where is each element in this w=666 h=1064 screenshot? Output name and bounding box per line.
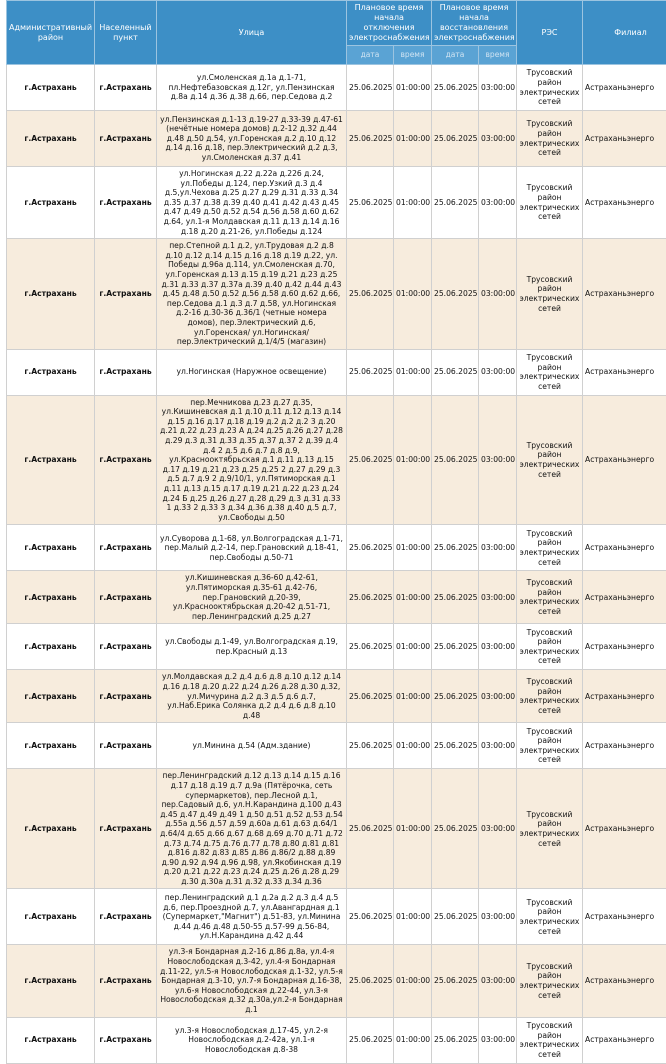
header-off-date: дата [347,46,394,65]
locality-cell: г.Астрахань [95,945,157,1017]
on-date-cell: 25.06.2025 [432,395,479,525]
off-time-cell: 01:00:00 [394,571,432,624]
table-row [7,670,666,723]
on-time-cell: 03:00:00 [479,624,517,670]
locality-cell: г.Астрахань [95,65,157,111]
locality-cell: г.Астрахань [95,723,157,769]
street-cell: ул.Суворова д.1-68, ул.Волгоградская д.1-71, пер.Малый д.2-14, пер.Грановский д.18-41, пер.Свободы д.50-71 [157,525,347,571]
header-district: Административный район [7,1,95,65]
locality-cell: г.Астрахань [95,670,157,723]
off-time-cell: 01:00:00 [394,167,432,239]
off-date-cell: 25.06.2025 [347,624,394,670]
header-on-time: Плановое время начала восстановления электроснабжения [432,1,517,46]
off-time-cell: 01:00:00 [394,723,432,769]
on-time-cell: 03:00:00 [479,111,517,167]
district-cell: г.Астрахань [7,769,95,889]
res-cell: Трусовский район электрических сетей [517,111,583,167]
on-date-cell: 25.06.2025 [432,1017,479,1063]
branch-cell: Астраханьэнерго [583,945,666,1017]
street-cell: ул.Ногинская (Наружное освещение) [157,349,347,395]
table-row [7,945,666,1017]
on-time-cell: 03:00:00 [479,723,517,769]
res-cell: Трусовский район электрических сетей [517,525,583,571]
locality-cell: г.Астрахань [95,624,157,670]
district-cell: г.Астрахань [7,945,95,1017]
on-time-cell: 03:00:00 [479,167,517,239]
off-time-cell: 01:00:00 [394,239,432,350]
off-time-cell: 01:00:00 [394,889,432,945]
on-time-cell: 03:00:00 [479,670,517,723]
on-time-cell: 03:00:00 [479,65,517,111]
off-date-cell: 25.06.2025 [347,945,394,1017]
off-date-cell: 25.06.2025 [347,670,394,723]
off-time-cell: 01:00:00 [394,65,432,111]
header-locality: Населенный пункт [95,1,157,65]
header-branch: Филиал [583,1,666,65]
res-cell: Трусовский район электрических сетей [517,945,583,1017]
on-time-cell: 03:00:00 [479,525,517,571]
district-cell: г.Астрахань [7,395,95,525]
off-time-cell: 01:00:00 [394,349,432,395]
table-body [7,65,666,1064]
branch-cell: Астраханьэнерго [583,525,666,571]
street-cell: ул.Кишиневская д.36-60 д.42-61, ул.Пятиморская д.35-61 д.42-76, пер.Грановский д.20-39, ул.Краснооктябрьская д.20-42 д.51-71, пер.Ленинградский д.25 д.27 [157,571,347,624]
table-row [7,1017,666,1063]
street-cell: ул.Смоленская д.1а д.1-71, пл.Нефтебазовская д.12г, ул.Пензинская д.8а д.14 д.36 д.38 д.66, пер.Седова д.2 [157,65,347,111]
table-row [7,65,666,111]
on-time-cell: 03:00:00 [479,239,517,350]
table-header [7,1,666,65]
res-cell: Трусовский район электрических сетей [517,239,583,350]
locality-cell: г.Астрахань [95,239,157,350]
branch-cell: Астраханьэнерго [583,65,666,111]
off-time-cell: 01:00:00 [394,395,432,525]
on-time-cell: 03:00:00 [479,945,517,1017]
off-date-cell: 25.06.2025 [347,723,394,769]
off-date-cell: 25.06.2025 [347,395,394,525]
district-cell: г.Астрахань [7,111,95,167]
district-cell: г.Астрахань [7,1017,95,1063]
table-row [7,239,666,350]
branch-cell: Астраханьэнерго [583,624,666,670]
locality-cell: г.Астрахань [95,769,157,889]
res-cell: Трусовский район электрических сетей [517,723,583,769]
off-date-cell: 25.06.2025 [347,167,394,239]
on-date-cell: 25.06.2025 [432,769,479,889]
off-date-cell: 25.06.2025 [347,349,394,395]
on-date-cell: 25.06.2025 [432,889,479,945]
street-cell: пер.Ленинградский д.1 д.2а д.2 д.3 д.4 д.5 д.6, пер.Проездной д.7, ул.Авангардная д.1 (Супермаркет,"Магнит") д.51-83, ул.Минина д.44 д.46 д.48 д.50-55 д.57-99 д.56-84, ул.Н.Карандина д.42 д.44 [157,889,347,945]
street-cell: ул.Минина д.54 (Адм.здание) [157,723,347,769]
locality-cell: г.Астрахань [95,1017,157,1063]
table-row [7,349,666,395]
street-cell: пер.Степной д.1 д.2, ул.Трудовая д.2 д.8 д.10 д.12 д.14 д.15 д.16 д.18 д.19 д.22, ул. Победы д.96а д.114, ул.Смоленская д.70, ул.Горенская д.13 д.15 д.19 д.21 д.23 д.25 д.31 д.33 д.37 д.37а д.39 д.40 д.42 д.44 д.43 д.45 д.48 д.50 д.52 д.56 д.58 д.60 д.62 д.66, пер.Седова д.1 д.3 д.7 д.58, ул.Ногинская д.2-16 д.30-36 д.36/1 (четные номера домов), пер.Электрический д.6, ул.Горенская/ ул.Ногинская/пер.Электрический д.1/4/5 (магазин) [157,239,347,350]
street-cell: ул.Ногинская д.22 д.22а д.226 д.24, ул.Победы д.124, пер.Узкий д.3 д.4 д.5,ул.Чехова д.25 д.27 д.29 д.31 д.33 д.34 д.35 д.37 д.38 д.39 д.40 д.41 д.42 д.43 д.45 д.47 д.49 д.50 д.52 д.54 д.56 д.58 д.60 д.62 д.64, ул.1-я Молдавская д.11 д.13 д.14 д.16 д.18 д.20 д.21-26, ул.Победы д.124 [157,167,347,239]
branch-cell: Астраханьэнерго [583,889,666,945]
table-row [7,395,666,525]
off-time-cell: 01:00:00 [394,769,432,889]
off-time-cell: 01:00:00 [394,624,432,670]
res-cell: Трусовский район электрических сетей [517,670,583,723]
street-cell: ул.3-я Новослободская д.17-45, ул.2-я Новослободская д.2-42а, ул.1-я Новослободская д.8-38 [157,1017,347,1063]
off-time-cell: 01:00:00 [394,670,432,723]
on-time-cell: 03:00:00 [479,889,517,945]
res-cell: Трусовский район электрических сетей [517,624,583,670]
res-cell: Трусовский район электрических сетей [517,1017,583,1063]
locality-cell: г.Астрахань [95,167,157,239]
locality-cell: г.Астрахань [95,525,157,571]
street-cell: ул.Свободы д.1-49, ул.Волгоградская д.19, пер.Красный д.13 [157,624,347,670]
header-off-clock: время [394,46,432,65]
off-time-cell: 01:00:00 [394,1017,432,1063]
header-street: Улица [157,1,347,65]
branch-cell: Астраханьэнерго [583,395,666,525]
on-date-cell: 25.06.2025 [432,670,479,723]
district-cell: г.Астрахань [7,670,95,723]
res-cell: Трусовский район электрических сетей [517,395,583,525]
district-cell: г.Астрахань [7,239,95,350]
off-date-cell: 25.06.2025 [347,1017,394,1063]
off-date-cell: 25.06.2025 [347,239,394,350]
district-cell: г.Астрахань [7,349,95,395]
district-cell: г.Астрахань [7,525,95,571]
on-date-cell: 25.06.2025 [432,723,479,769]
district-cell: г.Астрахань [7,889,95,945]
on-date-cell: 25.06.2025 [432,525,479,571]
street-cell: пер.Ленинградский д.12 д.13 д.14 д.15 д.16 д.17 д.18 д.19 д.7 д.9а (Пятёрочка, сеть супермаркетов), пер.Лесной д.1, пер.Садовый д.6, ул.Н.Карандина д.100 д.43 д.45 д.47 д.49 д.49 1 д.50 д.51 д.52 д.53 д.54 д.55а д.56 д.57 д.59 д.60а д.61 д.63 д.64/1 д.64/4 д.65 д.66 д.67 д.68 д.69 д.70 д.71 д.72 д.73 д.74 д.75 д.76 д.77 д.78 д.80 д.81 д.81 д.816 д.82 д.83 д.85 д.86 д.86/2 д.88 д.89 д.90 д.92 д.94 д.96 д.98, ул.Якобинская д.19 д.20 д.21 д.22 д.23 д.24 д.25 д.26 д.28 д.29 д.30 д.30а д.31 д.32 д.33 д.34 д.36 [157,769,347,889]
on-date-cell: 25.06.2025 [432,349,479,395]
off-date-cell: 25.06.2025 [347,65,394,111]
off-date-cell: 25.06.2025 [347,111,394,167]
branch-cell: Астраханьэнерго [583,571,666,624]
on-date-cell: 25.06.2025 [432,624,479,670]
district-cell: г.Астрахань [7,571,95,624]
street-cell: ул.Молдавская д.2 д.4 д.6 д.8 д.10 д.12 д.14 д.16 д.18 д.20 д.22 д.24 д.26 д.28 д.30 д.32, ул.Мичурина д.2 д.3 д.5 д.6 д.7, ул.Наб.Ерика Солянка д.2 д.4 д.6 д.8 д.10 д.48 [157,670,347,723]
locality-cell: г.Астрахань [95,349,157,395]
branch-cell: Астраханьэнерго [583,239,666,350]
table-row [7,769,666,889]
branch-cell: Астраханьэнерго [583,723,666,769]
on-time-cell: 03:00:00 [479,769,517,889]
on-time-cell: 03:00:00 [479,1017,517,1063]
district-cell: г.Астрахань [7,723,95,769]
res-cell: Трусовский район электрических сетей [517,889,583,945]
table-row [7,167,666,239]
outage-table [6,0,666,1064]
on-date-cell: 25.06.2025 [432,239,479,350]
branch-cell: Астраханьэнерго [583,670,666,723]
header-on-date: дата [432,46,479,65]
res-cell: Трусовский район электрических сетей [517,65,583,111]
branch-cell: Астраханьэнерго [583,167,666,239]
res-cell: Трусовский район электрических сетей [517,349,583,395]
street-cell: ул.Пензинская д.1-13 д.19-27 д.33-39 д.47-61 (нечётные номера домов) д.2-12 д.32 д.44 д.48 д.50 д.54, ул.Горенская д.2 д.10 д.12 д.14 д.16 д.18, пер.Электрический д.2 д.3, ул.Смоленская д.37 д.41 [157,111,347,167]
on-time-cell: 03:00:00 [479,395,517,525]
on-date-cell: 25.06.2025 [432,945,479,1017]
header-off-time: Плановое время начала отключения электроснабжения [347,1,432,46]
on-time-cell: 03:00:00 [479,571,517,624]
header-on-clock: время [479,46,517,65]
off-date-cell: 25.06.2025 [347,889,394,945]
res-cell: Трусовский район электрических сетей [517,769,583,889]
locality-cell: г.Астрахань [95,111,157,167]
street-cell: ул.3-я Бондарная д.2-16 д.86 д.8а, ул.4-я Новослободская д.3-42, ул.4-я Бондарная д.11-22, ул.5-я Новослободская д.1-32, ул.5-я Бондарная д.3-10, ул.7-я Бондарная д.16-38, ул.6-я Новослободская д.22-44, ул.3-я Новослободская д.32 д.30а,ул.2-я Бондарная д.1 [157,945,347,1017]
district-cell: г.Астрахань [7,624,95,670]
res-cell: Трусовский район электрических сетей [517,571,583,624]
res-cell: Трусовский район электрических сетей [517,167,583,239]
locality-cell: г.Астрахань [95,571,157,624]
branch-cell: Астраханьэнерго [583,769,666,889]
on-date-cell: 25.06.2025 [432,167,479,239]
branch-cell: Астраханьэнерго [583,1017,666,1063]
on-date-cell: 25.06.2025 [432,571,479,624]
off-time-cell: 01:00:00 [394,945,432,1017]
header-res: РЭС [517,1,583,65]
table-row [7,889,666,945]
branch-cell: Астраханьэнерго [583,111,666,167]
locality-cell: г.Астрахань [95,395,157,525]
table-row [7,571,666,624]
table-row [7,723,666,769]
district-cell: г.Астрахань [7,167,95,239]
table-row [7,111,666,167]
table-row [7,525,666,571]
locality-cell: г.Астрахань [95,889,157,945]
off-date-cell: 25.06.2025 [347,769,394,889]
street-cell: пер.Мечникова д.23 д.27 д.35, ул.Кишиневская д.1 д.10 д.11 д.12 д.13 д.14 д.15 д.16 д.17 д.18 д.19 д.2 д.2 д.2 3 д.20 д.21 д.22 д.23 д.23 А д.24 д.25 д.26 д.27 д.28 д.29 д.3 д.31 д.33 д.35 д.37 д.37 2 д.39 д.4 д.4 2 д.5 д.6 д.7 д.8 д.9, ул.Краснооктябрьская д.1 д.11 д.13 д.15 д.17 д.19 д.21 д.23 д.25 д.25 2 д.27 д.29 д.3 д.5 д.7 д.9 2 д.9/10/1, ул.Пятиморская д.1 д.11 д.13 д.15 д.17 д.19 д.21 д.22 д.23 д.24 д.24 Б д.25 д.26 д.27 д.28 д.29 д.3 д.31 д.33 1 д.33 2 д.33 3 д.34 д.36 д.38 д.40 д.5 д.7, ул.Свободы д.50 [157,395,347,525]
district-cell: г.Астрахань [7,65,95,111]
off-time-cell: 01:00:00 [394,111,432,167]
on-date-cell: 25.06.2025 [432,111,479,167]
off-date-cell: 25.06.2025 [347,571,394,624]
branch-cell: Астраханьэнерго [583,349,666,395]
on-time-cell: 03:00:00 [479,349,517,395]
off-date-cell: 25.06.2025 [347,525,394,571]
off-time-cell: 01:00:00 [394,525,432,571]
table-row [7,624,666,670]
on-date-cell: 25.06.2025 [432,65,479,111]
